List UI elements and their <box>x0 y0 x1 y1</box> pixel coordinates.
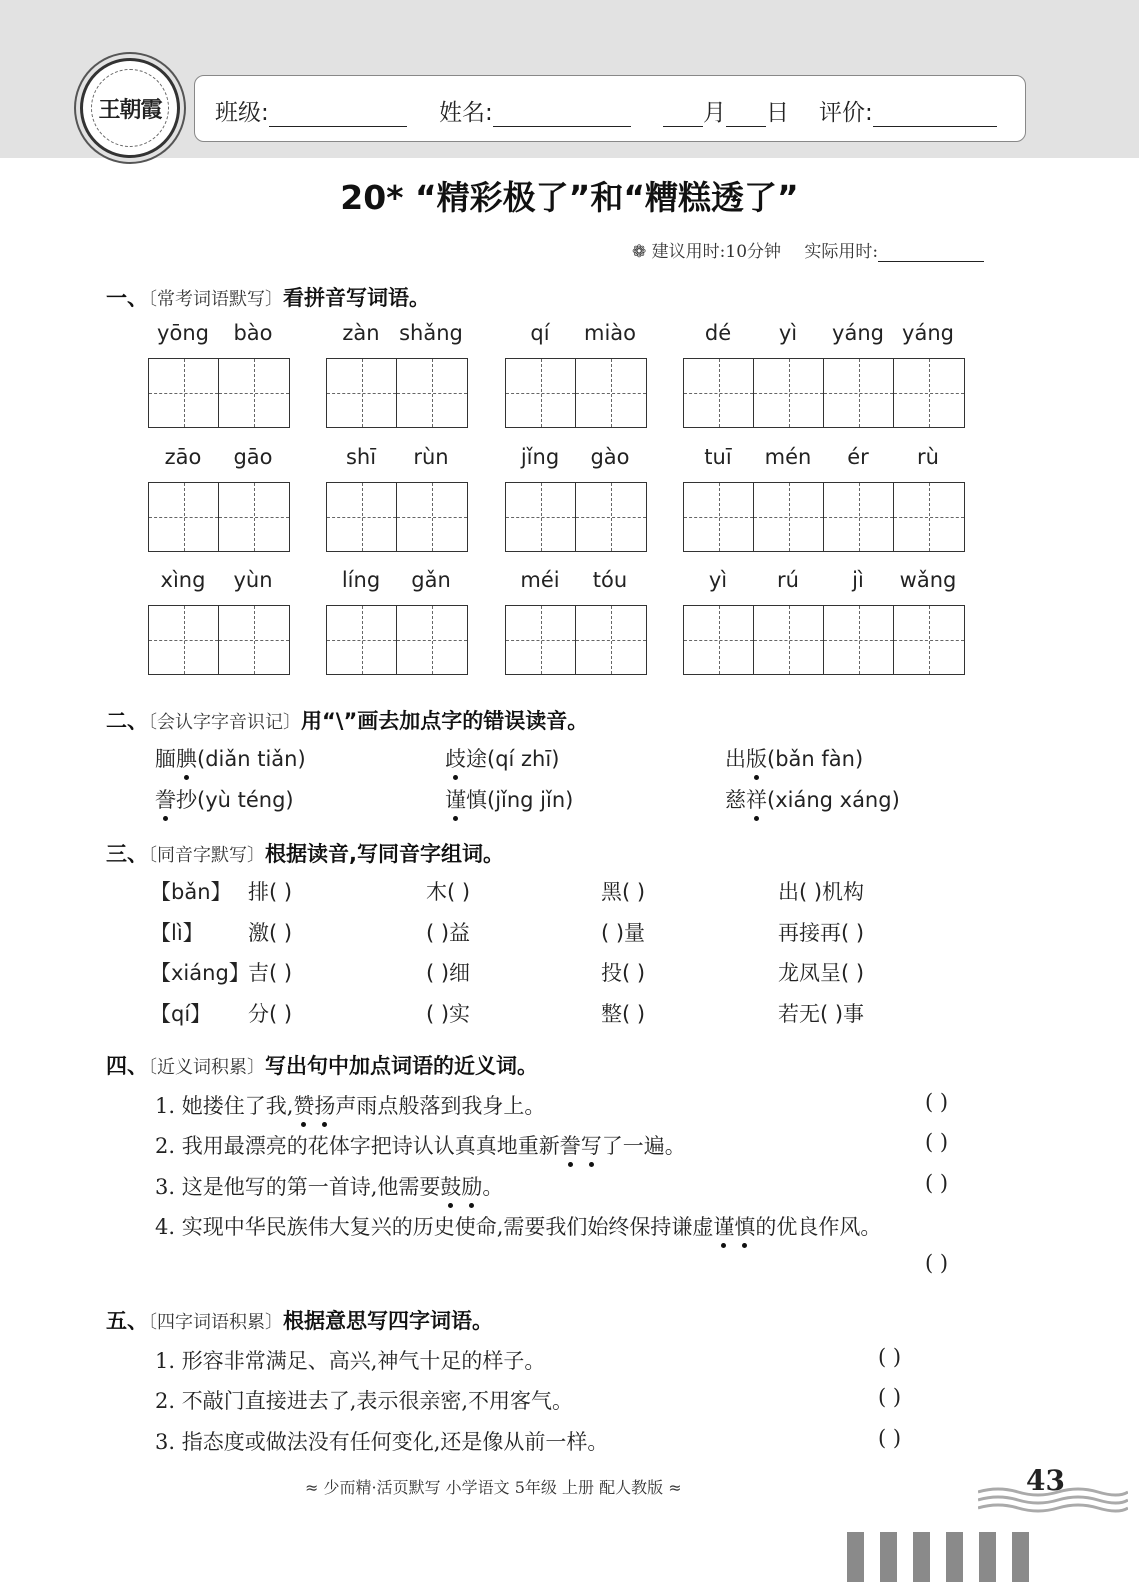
section4-instruction: 写出句中加点词语的近义词。 <box>265 1054 538 1078</box>
s4-sentence-4: 4. 实现中华民族伟大复兴的历史使命,需要我们始终保持谦虚谨慎的优良作风。 <box>155 1211 881 1241</box>
char: 版 <box>746 743 767 773</box>
pinyin-label: tóu <box>592 568 628 592</box>
pinyin-sound: 【qí】 <box>150 1002 212 1026</box>
tian-zi-cell[interactable] <box>576 606 646 674</box>
section1-heading: 一、〔常考词语默写〕看拼音写词语。 <box>106 286 430 310</box>
tian-zi-cell[interactable] <box>894 483 964 551</box>
tian-zi-cell[interactable] <box>397 606 467 674</box>
pinyin-options: (jǐng jǐn) <box>487 788 574 812</box>
page-title: 20* “精彩极了”和“糟糕透了” <box>340 178 799 217</box>
pinyin-label: dé <box>704 321 732 345</box>
pronunciation-item[interactable] <box>155 743 306 773</box>
tian-zi-cell[interactable] <box>149 359 219 427</box>
wave-decoration <box>978 1486 1128 1516</box>
pinyin-label: méi <box>520 568 560 592</box>
tian-zi-cell[interactable] <box>894 606 964 674</box>
tian-zi-cell[interactable] <box>506 483 576 551</box>
char: 慈 <box>725 788 746 812</box>
char: 出 <box>725 747 746 771</box>
pinyin-label: yáng <box>902 321 954 345</box>
tian-zi-cell[interactable] <box>684 606 754 674</box>
char: 抄 <box>176 788 197 812</box>
tian-zi-cell[interactable] <box>327 359 397 427</box>
tian-zi-cell[interactable] <box>219 359 289 427</box>
pinyin-label: yì <box>778 321 798 345</box>
month-blank[interactable] <box>663 101 703 127</box>
tian-zi-cell[interactable] <box>894 359 964 427</box>
pinyin-label: shī <box>345 445 377 469</box>
tian-zi-cell[interactable] <box>219 606 289 674</box>
pinyin-options: (qí zhī) <box>487 747 560 771</box>
homophone-blank[interactable]: ( )实 <box>426 1002 471 1026</box>
section2-instruction: 用“\”画去加点字的错误读音。 <box>301 709 589 733</box>
pronunciation-item[interactable] <box>725 743 863 773</box>
char: 慎 <box>466 788 487 812</box>
pinyin-label: tuī <box>704 445 732 469</box>
edge-bar <box>1012 1532 1029 1582</box>
writing-grid[interactable] <box>326 358 468 428</box>
clock-icon: ❁ <box>632 242 647 262</box>
writing-grid[interactable] <box>326 605 468 675</box>
eval-label: 评价: <box>819 100 873 126</box>
tian-zi-cell[interactable] <box>576 359 646 427</box>
pinyin-label: mén <box>764 445 812 469</box>
char: 谨 <box>445 784 466 814</box>
s4-sentence-3: 3. 这是他写的第一首诗,他需要鼓励。 <box>155 1171 503 1201</box>
class-blank[interactable] <box>269 101 407 127</box>
pinyin-label: ér <box>847 445 869 469</box>
writing-grid[interactable] <box>505 358 647 428</box>
writing-grid[interactable] <box>326 482 468 552</box>
dotted-word: 赞扬 <box>293 1094 335 1118</box>
char: 誊 <box>155 784 176 814</box>
edge-bar <box>847 1532 864 1582</box>
edge-bar <box>913 1532 930 1582</box>
tian-zi-cell[interactable] <box>506 606 576 674</box>
logo-text: 王朝霞 <box>91 69 169 147</box>
section1-instruction: 看拼音写词语。 <box>283 286 430 310</box>
pinyin-label: yùn <box>233 568 273 592</box>
eval-blank[interactable] <box>873 101 997 127</box>
s4-answer-2[interactable]: ( ) <box>925 1130 949 1154</box>
dotted-word: 誊写 <box>560 1134 602 1158</box>
s5-item-2: 2. 不敲门直接进去了,表示很亲密,不用客气。 <box>155 1389 574 1413</box>
char: 腆 <box>176 743 197 773</box>
day-blank[interactable] <box>726 101 766 127</box>
homophone-blank[interactable]: 若无( )事 <box>778 1002 865 1026</box>
edge-bar <box>979 1532 996 1582</box>
suggested-time: 建议用时:10分钟 <box>651 242 782 262</box>
actual-time-label: 实际用时: <box>804 242 879 262</box>
s4-answer-3[interactable]: ( ) <box>925 1171 949 1195</box>
tian-zi-cell[interactable] <box>754 359 824 427</box>
homophone-blank[interactable]: 激( ) <box>248 921 293 945</box>
pinyin-label: gào <box>590 445 630 469</box>
pinyin-label: yì <box>708 568 728 592</box>
tian-zi-cell[interactable] <box>149 606 219 674</box>
tian-zi-cell[interactable] <box>506 359 576 427</box>
writing-grid[interactable] <box>148 358 290 428</box>
homophone-blank[interactable]: 整( ) <box>601 1002 646 1026</box>
char: 腼 <box>155 747 176 771</box>
pinyin-options: (diǎn tiǎn) <box>197 747 306 771</box>
homophone-blank[interactable]: 木( ) <box>426 880 471 904</box>
s5-answer-1[interactable]: ( ) <box>878 1345 902 1369</box>
class-label: 班级: <box>215 100 269 126</box>
eval-field <box>819 94 997 127</box>
date-field <box>663 94 789 127</box>
pinyin-sound: 【xiáng】 <box>150 961 250 985</box>
pinyin-label: xìng <box>160 568 206 592</box>
tian-zi-cell[interactable] <box>149 483 219 551</box>
homophone-blank[interactable]: ( )量 <box>601 921 646 945</box>
pinyin-label: bào <box>233 321 273 345</box>
pinyin-label: zāo <box>164 445 202 469</box>
section3-tag: 〔同音字默写〕 <box>148 845 265 866</box>
pinyin-sound: 【lì】 <box>150 921 204 945</box>
pinyin-options: (yù téng) <box>197 788 294 812</box>
section3-heading: 三、〔同音字默写〕根据读音,写同音字组词。 <box>106 842 504 866</box>
section4-heading: 四、〔近义词积累〕写出句中加点词语的近义词。 <box>106 1054 538 1078</box>
writing-grid[interactable] <box>148 482 290 552</box>
tian-zi-cell[interactable] <box>754 483 824 551</box>
s5-answer-2[interactable]: ( ) <box>878 1385 902 1409</box>
pinyin-label: zàn <box>342 321 380 345</box>
s4-answer-1[interactable]: ( ) <box>925 1090 949 1114</box>
section3-instruction: 根据读音,写同音字组词。 <box>265 842 504 866</box>
homophone-blank[interactable]: 龙凤呈( ) <box>778 961 865 985</box>
name-field <box>439 94 631 127</box>
s4-sentence-2: 2. 我用最漂亮的花体字把诗认认真真地重新誊写了一遍。 <box>155 1130 686 1160</box>
student-info-box <box>194 75 1026 142</box>
tian-zi-cell[interactable] <box>397 483 467 551</box>
tian-zi-cell[interactable] <box>327 483 397 551</box>
page-number: 43 <box>1026 1464 1065 1497</box>
homophone-blank[interactable]: ( )细 <box>426 961 471 985</box>
pinyin-label: rù <box>917 445 939 469</box>
section1-tag: 〔常考词语默写〕 <box>148 289 283 310</box>
homophone-blank[interactable]: 投( ) <box>601 961 646 985</box>
tian-zi-cell[interactable] <box>824 359 894 427</box>
s5-item-1: 1. 形容非常满足、高兴,神气十足的样子。 <box>155 1349 546 1373</box>
name-label: 姓名: <box>439 100 493 126</box>
writing-grid[interactable] <box>505 482 647 552</box>
logo <box>80 58 180 158</box>
pronunciation-item[interactable] <box>155 784 294 814</box>
pinyin-label: miào <box>583 321 637 345</box>
homophone-blank[interactable]: 黑( ) <box>601 880 646 904</box>
section5-heading: 五、〔四字词语积累〕根据意思写四字词语。 <box>106 1309 493 1333</box>
pinyin-label: gǎn <box>411 568 451 592</box>
tian-zi-cell[interactable] <box>754 606 824 674</box>
writing-grid[interactable] <box>505 605 647 675</box>
char: 祥 <box>746 784 767 814</box>
pinyin-label: qí <box>530 321 550 345</box>
section2-heading: 二、〔会认字字音识记〕用“\”画去加点字的错误读音。 <box>106 709 589 733</box>
name-blank[interactable] <box>493 101 631 127</box>
tian-zi-cell[interactable] <box>576 483 646 551</box>
homophone-blank[interactable]: 出( )机构 <box>778 880 865 904</box>
tian-zi-cell[interactable] <box>824 606 894 674</box>
s5-answer-3[interactable]: ( ) <box>878 1426 902 1450</box>
pinyin-label: shǎng <box>399 321 463 345</box>
pinyin-label: wǎng <box>899 568 957 592</box>
pronunciation-item[interactable] <box>725 784 900 814</box>
month-label: 月 <box>703 100 726 126</box>
writing-grid[interactable] <box>683 358 965 428</box>
timing <box>632 237 984 262</box>
section5-tag: 〔四字词语积累〕 <box>148 1312 283 1333</box>
actual-time-blank[interactable] <box>878 242 984 262</box>
dotted-word: 谨慎 <box>713 1215 755 1239</box>
tian-zi-cell[interactable] <box>397 359 467 427</box>
pinyin-label: yōng <box>157 321 209 345</box>
section4-tag: 〔近义词积累〕 <box>148 1057 265 1078</box>
writing-grid[interactable] <box>683 482 965 552</box>
homophone-blank[interactable]: ( )益 <box>426 921 471 945</box>
writing-grid[interactable] <box>148 605 290 675</box>
char: 途 <box>466 747 487 771</box>
pinyin-label: rú <box>777 568 799 592</box>
writing-grid[interactable] <box>683 605 965 675</box>
pinyin-options: (xiáng xáng) <box>767 788 900 812</box>
pinyin-options: (bǎn fàn) <box>767 747 864 771</box>
edge-bar <box>880 1532 897 1582</box>
pinyin-sound: 【bǎn】 <box>150 880 232 904</box>
tian-zi-cell[interactable] <box>684 359 754 427</box>
pinyin-label: yáng <box>832 321 884 345</box>
tian-zi-cell[interactable] <box>327 606 397 674</box>
day-label: 日 <box>766 100 789 126</box>
pinyin-label: jǐng <box>520 445 560 469</box>
class-field <box>215 94 407 127</box>
section2-tag: 〔会认字字音识记〕 <box>148 712 301 733</box>
s5-item-3: 3. 指态度或做法没有任何变化,还是像从前一样。 <box>155 1430 609 1454</box>
edge-bar <box>946 1532 963 1582</box>
section5-instruction: 根据意思写四字词语。 <box>283 1309 493 1333</box>
pinyin-label: jì <box>852 568 864 592</box>
pronunciation-item[interactable] <box>445 743 559 773</box>
dotted-word: 鼓励 <box>440 1175 482 1199</box>
tian-zi-cell[interactable] <box>824 483 894 551</box>
pinyin-label: gāo <box>233 445 273 469</box>
s4-answer-4[interactable]: ( ) <box>925 1251 949 1275</box>
homophone-blank[interactable]: 排( ) <box>248 880 293 904</box>
homophone-blank[interactable]: 分( ) <box>248 1002 293 1026</box>
s4-sentence-1: 1. 她搂住了我,赞扬声雨点般落到我身上。 <box>155 1090 545 1120</box>
pronunciation-item[interactable] <box>445 784 573 814</box>
tian-zi-cell[interactable] <box>684 483 754 551</box>
homophone-blank[interactable]: 吉( ) <box>248 961 293 985</box>
char: 歧 <box>445 743 466 773</box>
tian-zi-cell[interactable] <box>219 483 289 551</box>
pinyin-label: rùn <box>413 445 449 469</box>
pinyin-label: líng <box>341 568 381 592</box>
homophone-blank[interactable]: 再接再( ) <box>778 921 865 945</box>
footer-text: ≈ 少而精·活页默写 小学语文 5年级 上册 配人教版 ≈ <box>305 1478 682 1497</box>
